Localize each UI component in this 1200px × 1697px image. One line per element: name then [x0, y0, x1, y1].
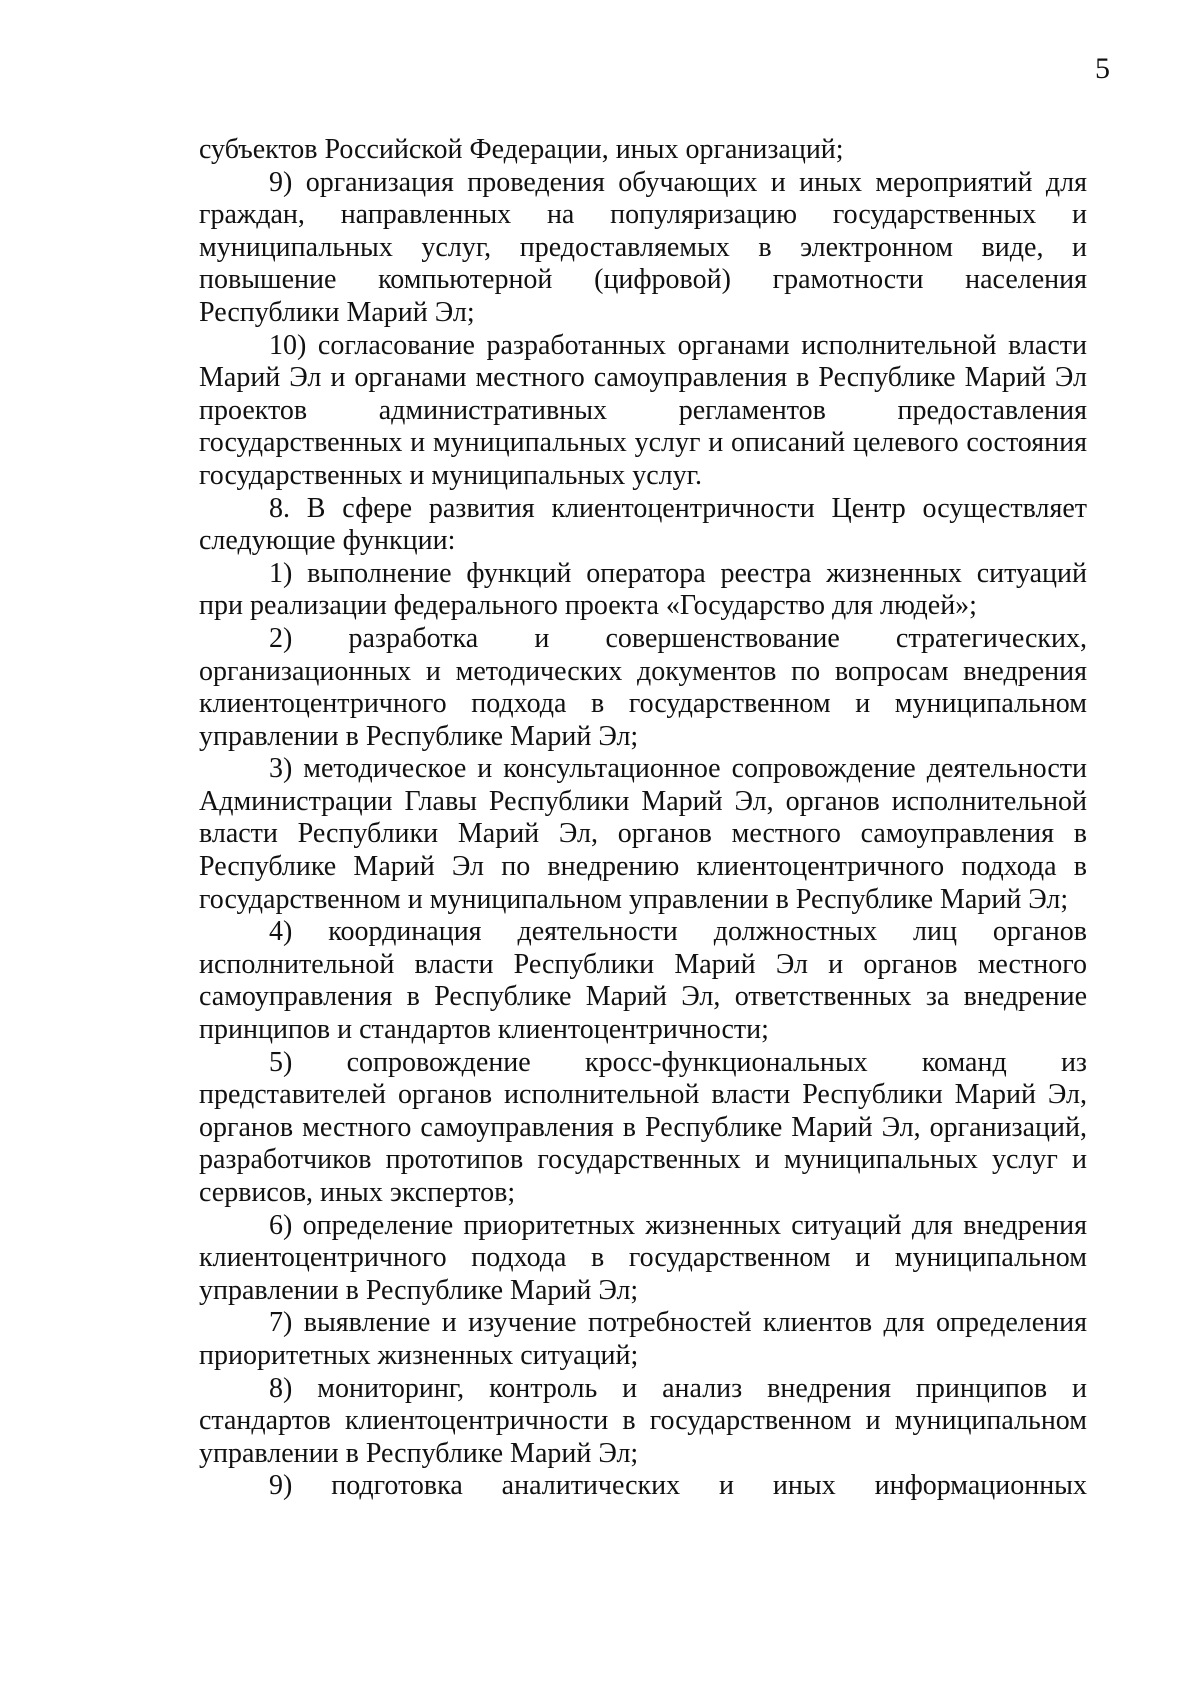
paragraph: 6) определение приоритетных жизненных ситуаций для внедрения клиентоцентричного подхода в государственном и муниципальном управлении в Республике Марий Эл;	[199, 1209, 1087, 1306]
paragraph: 2) разработка и совершенствование стратегических, организационных и методических документов по вопросам внедрения клиентоцентричного подхода в государственном и муниципальном управлении в Республике Марий Эл;	[199, 622, 1087, 752]
document-body	[199, 134, 1087, 1503]
paragraph: 8) мониторинг, контроль и анализ внедрения принципов и стандартов клиентоцентричности в государственном и муниципальном управлении в Республике Марий Эл;	[199, 1372, 1087, 1469]
paragraph: 9) подготовка аналитических и иных информационных	[269, 1470, 1087, 1502]
paragraph: 7) выявление и изучение потребностей клиентов для определения приоритетных жизненных ситуаций;	[199, 1307, 1087, 1371]
paragraph: 4) координация деятельности должностных лиц органов исполнительной власти Республики Марий Эл и органов местного самоуправления в Республике Марий Эл, ответственных за внедрение принципов и стандартов клиентоцентричности;	[199, 916, 1087, 1046]
paragraph: 5) сопровождение кросс-функциональных команд из представителей органов исполнительной власти Республики Марий Эл, органов местного самоуправления в Республике Марий Эл, организаций, разработчиков прототипов государственных и муниципальных услуг и сервисов, иных экспертов;	[199, 1046, 1087, 1208]
paragraph: 1) выполнение функций оператора реестра жизненных ситуаций при реализации федерального проекта «Государство для людей»;	[199, 557, 1087, 622]
paragraph: 3) методическое и консультационное сопровождение деятельности Администрации Главы Республики Марий Эл, органов исполнительной власти Республики Марий Эл, органов местного самоуправления в Республике Марий Эл по внедрению клиентоцентричного подхода в государственном и муниципальном управлении в Республике Марий Эл;	[199, 753, 1087, 915]
paragraph: субъектов Российской Федерации, иных организаций;	[199, 134, 844, 165]
paragraph: 9) организация проведения обучающих и иных мероприятий для граждан, направленных на популяризацию государственных и муниципальных услуг, предоставляемых в электронном виде, и повышение компьютерной (цифровой) грамотности населения Республики Марий Эл;	[199, 166, 1087, 328]
paragraph: 10) согласование разработанных органами исполнительной власти Марий Эл и органами местного самоуправления в Республике Марий Эл проектов административных регламентов предоставления государственных и муниципальных услуг и описаний целевого состояния государственных и муниципальных услуг.	[199, 329, 1087, 491]
page-number: 5	[1095, 52, 1110, 85]
paragraph: 8. В сфере развития клиентоцентричности Центр осуществляет следующие функции:	[199, 492, 1087, 557]
